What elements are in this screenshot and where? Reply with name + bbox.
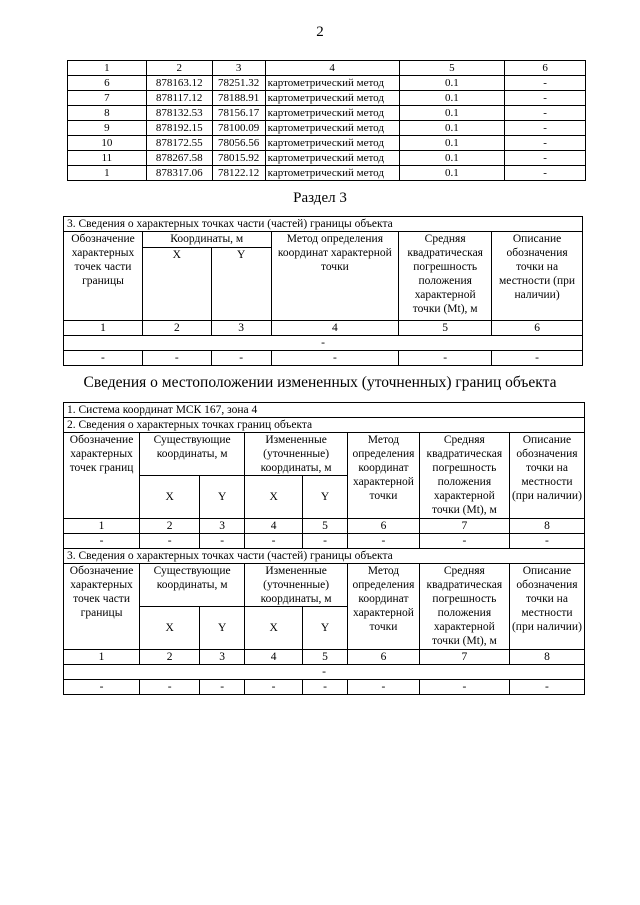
col-number: 3 [211,321,271,336]
point-id: 1 [68,166,147,181]
coord-x: 878117.12 [146,91,212,106]
col-y-header: Y [200,476,245,519]
col-error-header: Средняя квадратическая погрешность положения характерной точки (Mt), м [399,232,492,321]
col-x-header: X [140,476,200,519]
method: картометрический метод [265,166,399,181]
col-y-header: Y [303,607,348,650]
dash-cell: - [142,351,211,366]
dash-cell: - [200,534,245,549]
description: - [505,166,586,181]
col-number: 2 [146,61,212,76]
col-number: 4 [271,321,399,336]
col-number: 6 [348,519,420,534]
col-number: 8 [509,650,584,665]
table-row [68,121,586,136]
dash-cell: - [200,680,245,695]
coord-y: 78122.12 [212,166,265,181]
col-number: 5 [303,650,348,665]
description: - [505,106,586,121]
point-id: 9 [68,121,147,136]
col-error-header: Средняя квадратическая погрешность положения характерной точки (Mt), м [419,564,509,650]
dash-cell: - [492,351,583,366]
coord-y: 78156.17 [212,106,265,121]
col-number: 5 [399,321,492,336]
dash-cell: - [303,680,348,695]
section-3-title: Раздел 3 [293,190,347,206]
dash-cell: - [419,534,509,549]
description: - [505,76,586,91]
col-number: 4 [265,61,399,76]
col-number: 2 [142,321,211,336]
empty-row: - [64,336,583,351]
coord-y: 78015.92 [212,151,265,166]
coord-x: 878192.15 [146,121,212,136]
col-y-header: Y [200,607,245,650]
table-row [68,136,586,151]
dash-cell: - [64,534,140,549]
error: 0.1 [399,91,505,106]
dash-cell: - [245,534,303,549]
col-number: 6 [505,61,586,76]
description: - [505,121,586,136]
error: 0.1 [399,121,505,136]
col-coords-header: Координаты, м [142,232,271,248]
col-number: 5 [399,61,505,76]
coord-x: 878267.58 [146,151,212,166]
col-x-header: X [140,607,200,650]
description: - [505,151,586,166]
col-x-header: X [245,607,303,650]
col-number: 7 [419,519,509,534]
method: картометрический метод [265,106,399,121]
dash-cell: - [211,351,271,366]
dash-cell: - [271,351,399,366]
description: - [505,136,586,151]
col-y-header: Y [303,476,348,519]
point-id: 11 [68,151,147,166]
dash-cell: - [140,680,200,695]
col-number: 6 [348,650,420,665]
col-number: 4 [245,650,303,665]
dash-cell: - [509,680,584,695]
col-x-header: X [245,476,303,519]
col-description-header: Описание обозначения точки на местности (при наличии) [492,232,583,321]
col-x-header: X [142,248,211,321]
coord-y: 78056.56 [212,136,265,151]
col-method-header: Метод определения координат характерной точки [348,433,420,519]
coord-y: 78251.32 [212,76,265,91]
col-error-header: Средняя квадратическая погрешность положения характерной точки (Mt), м [419,433,509,519]
col-number: 3 [200,650,245,665]
col-number: 3 [200,519,245,534]
col-number: 4 [245,519,303,534]
method: картометрический метод [265,91,399,106]
error: 0.1 [399,166,505,181]
error: 0.1 [399,76,505,91]
col-number: 7 [419,650,509,665]
col-number: 2 [140,519,200,534]
dash-cell: - [419,680,509,695]
dash-cell: - [348,680,420,695]
point-id: 6 [68,76,147,91]
col-number: 8 [509,519,584,534]
page-number: 2 [316,24,324,40]
col-description-header: Описание обозначения точки на местности (при наличии) [509,433,584,519]
error: 0.1 [399,136,505,151]
col-designation-header: Обозначение характерных точек границ [64,433,140,519]
method: картометрический метод [265,121,399,136]
col-number: 1 [68,61,147,76]
main-title: Сведения о местоположении измененных (уточненных) границ объекта [83,374,557,391]
col-method-header: Метод определения координат характерной точки [348,564,420,650]
col-number: 1 [64,650,140,665]
method: картометрический метод [265,151,399,166]
coord-x: 878163.12 [146,76,212,91]
table-row [68,106,586,121]
boundary-points-table [67,60,586,181]
col-number: 6 [492,321,583,336]
col-number: 3 [212,61,265,76]
col-changed-header: Измененные (уточненные) координаты, м [245,433,348,476]
col-designation-header: Обозначение характерных точек части границы [64,564,140,650]
table-row [68,76,586,91]
col-changed-header: Измененные (уточненные) координаты, м [245,564,348,607]
method: картометрический метод [265,136,399,151]
section-3-caption: 3. Сведения о характерных точках части (частей) границы объекта [64,549,585,564]
coord-system-caption: 1. Система координат МСК 167, зона 4 [64,403,585,418]
point-id: 10 [68,136,147,151]
dash-cell: - [140,534,200,549]
col-y-header: Y [211,248,271,321]
col-number: 2 [140,650,200,665]
dash-cell: - [64,680,140,695]
col-designation-header: Обозначение характерных точек части границы [64,232,143,321]
coord-x: 878132.53 [146,106,212,121]
col-existing-header: Существующие координаты, м [140,433,245,476]
col-method-header: Метод определения координат характерной точки [271,232,399,321]
section-3-table [63,216,583,366]
coord-x: 878317.06 [146,166,212,181]
col-existing-header: Существующие координаты, м [140,564,245,607]
dash-cell: - [245,680,303,695]
coord-x: 878172.55 [146,136,212,151]
coord-y: 78188.91 [212,91,265,106]
point-id: 7 [68,91,147,106]
table-row [68,166,586,181]
changed-boundaries-table [63,402,585,695]
point-id: 8 [68,106,147,121]
error: 0.1 [399,151,505,166]
dash-cell: - [509,534,584,549]
error: 0.1 [399,106,505,121]
dash-cell: - [348,534,420,549]
coord-y: 78100.09 [212,121,265,136]
table-row [68,91,586,106]
description: - [505,91,586,106]
table-caption: 3. Сведения о характерных точках части (частей) границы объекта [64,217,583,232]
empty-row: - [64,665,585,680]
table-row [68,151,586,166]
dash-cell: - [303,534,348,549]
col-number: 1 [64,321,143,336]
col-number: 5 [303,519,348,534]
dash-cell: - [64,351,143,366]
col-number: 1 [64,519,140,534]
col-description-header: Описание обозначения точки на местности (при наличии) [509,564,584,650]
section-2-caption: 2. Сведения о характерных точках границ объекта [64,418,585,433]
method: картометрический метод [265,76,399,91]
dash-cell: - [399,351,492,366]
table-header-row [68,61,586,76]
